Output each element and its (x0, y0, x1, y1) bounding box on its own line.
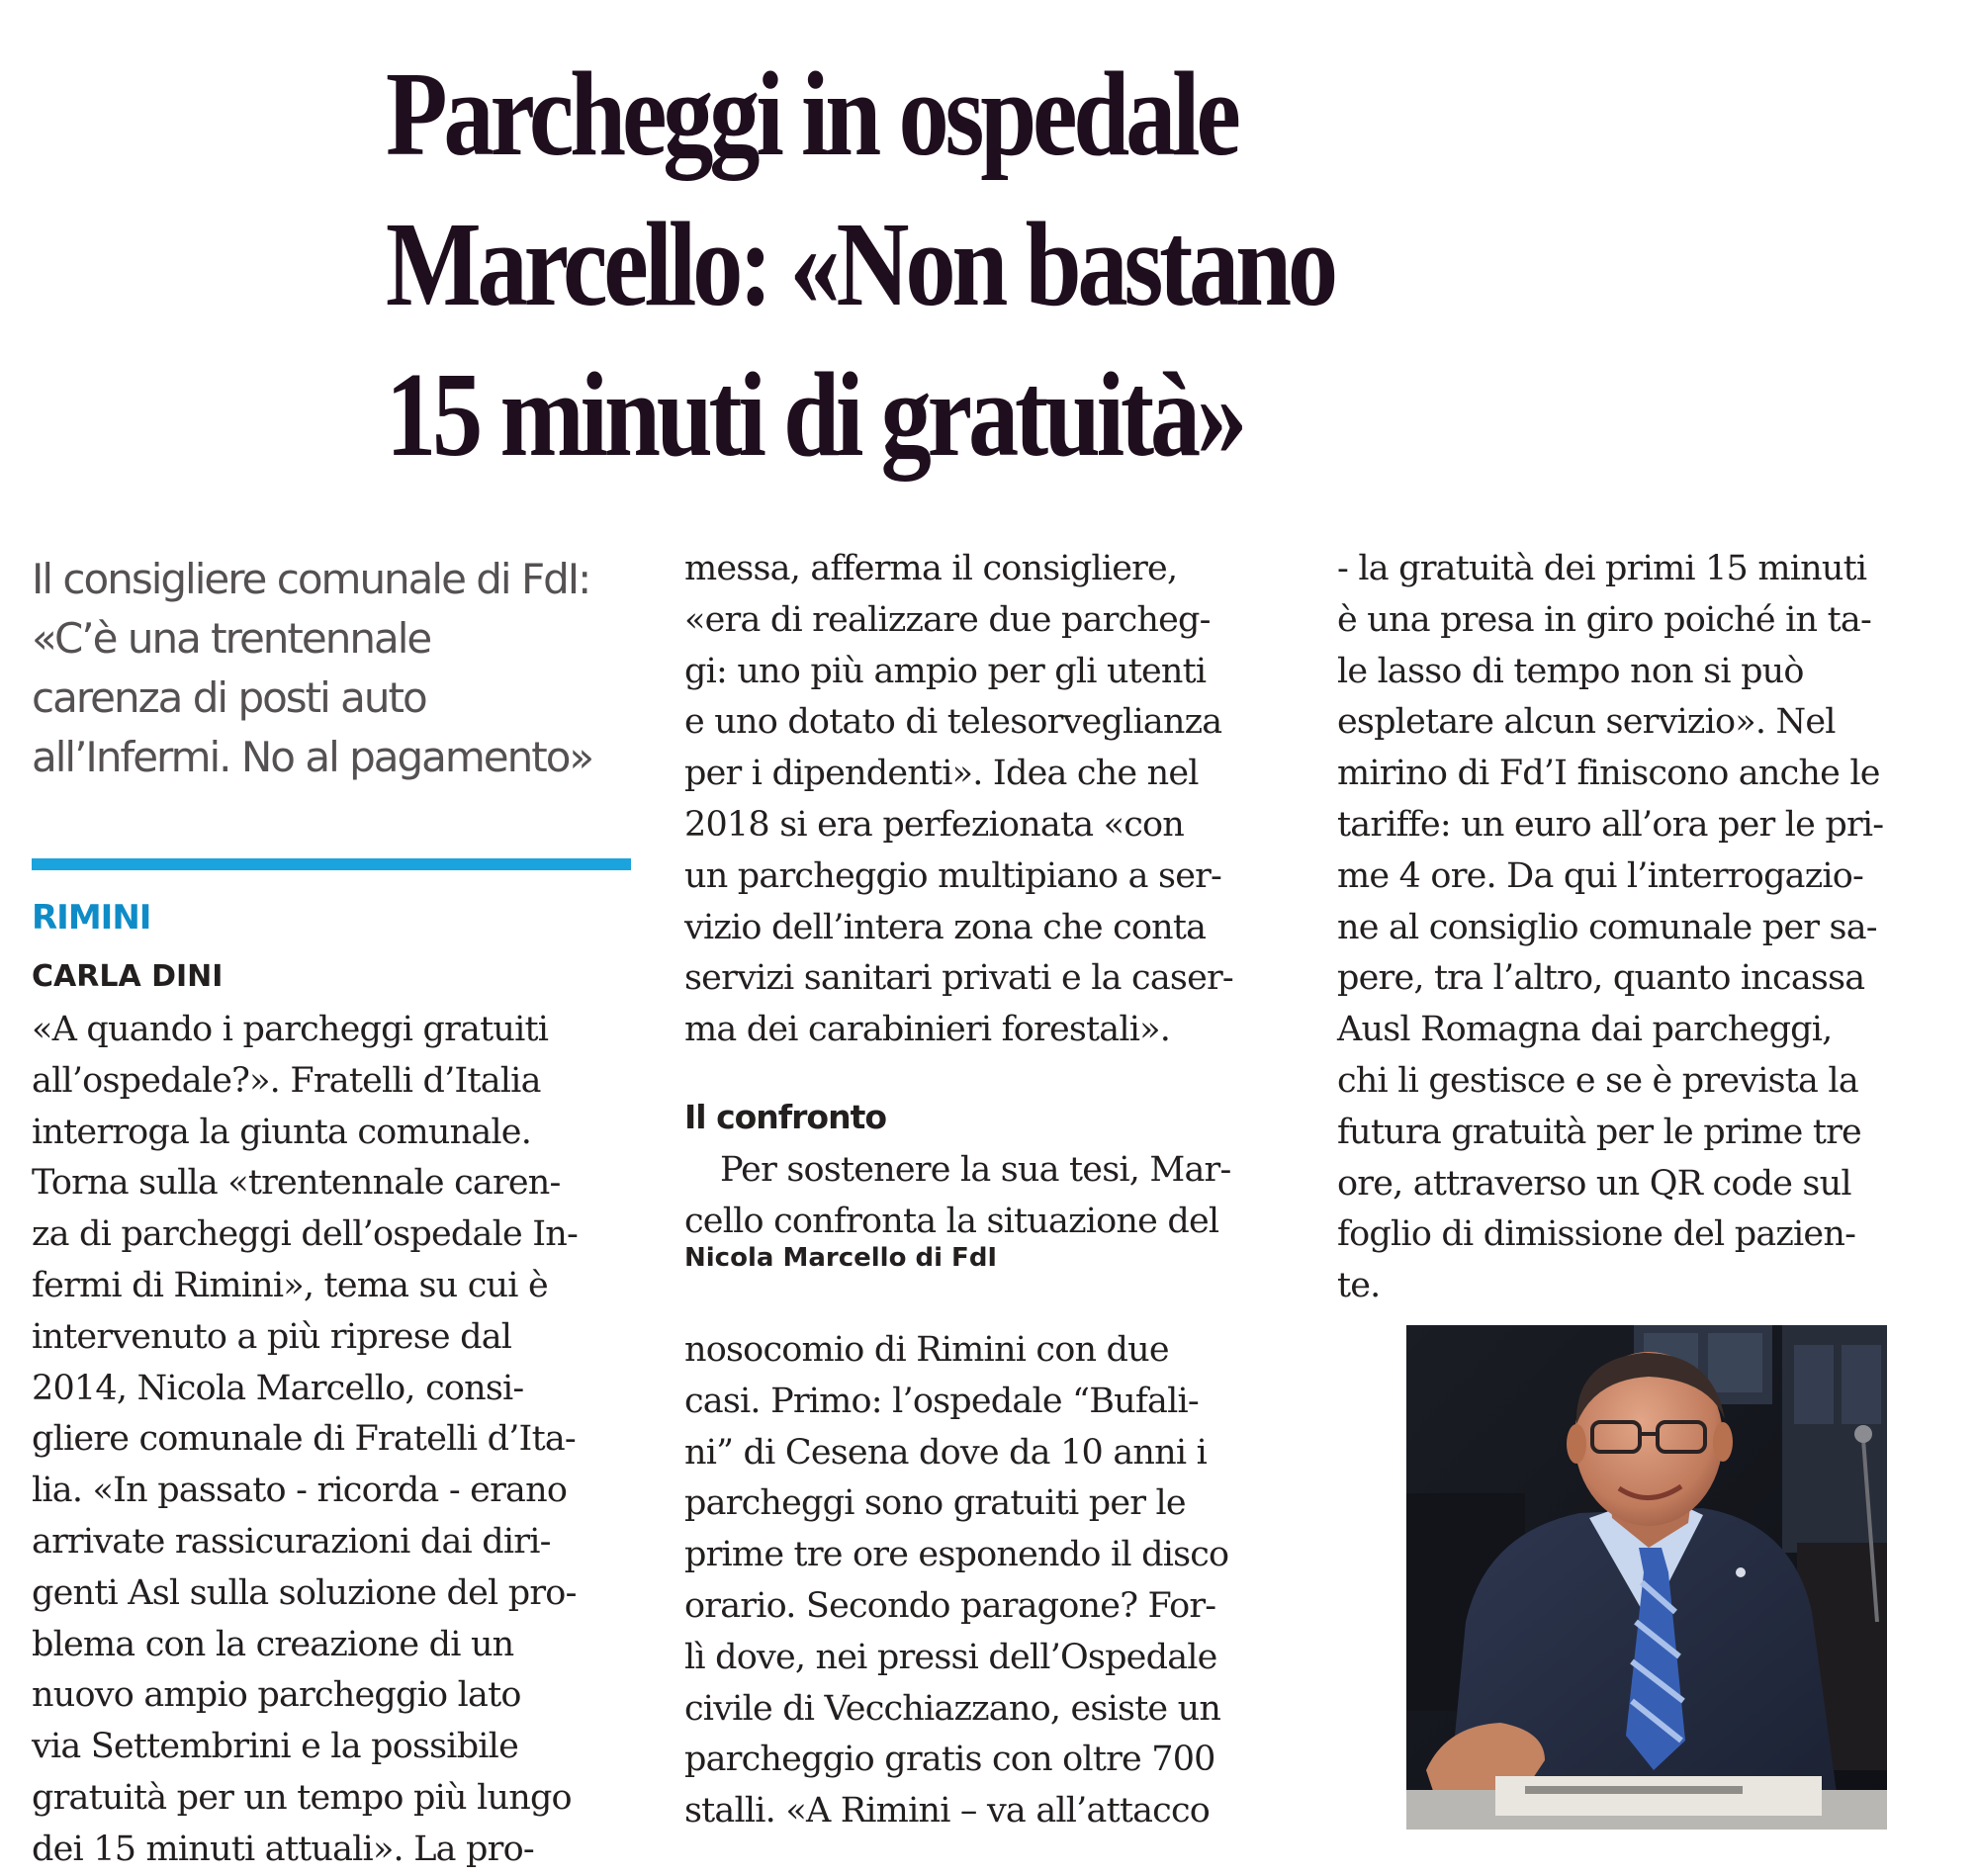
text-line: tariffe: un euro all’ora per le pri- (1337, 804, 1884, 845)
location-kicker: RIMINI (32, 898, 151, 938)
text-line: gratuità per un tempo più lungo (32, 1777, 572, 1818)
text-line: gliere comunale di Fratelli d’Ita- (32, 1419, 576, 1460)
text-line: lia. «In passato - ricorda - erano (32, 1471, 568, 1511)
text-line: ore, attraverso un QR code sul (1337, 1163, 1851, 1204)
text-line: 2018 si era perfezionata «con (684, 804, 1185, 845)
author-byline: CARLA DINI (32, 959, 224, 994)
text-line: za di parcheggi dell’ospedale In- (32, 1214, 579, 1255)
text-line: arrivate rassicurazioni dai diri- (32, 1521, 551, 1562)
text-line: casi. Primo: l’ospedale “Bufali- (684, 1381, 1199, 1421)
text-line: genti Asl sulla soluzione del pro- (32, 1572, 577, 1613)
text-line: - la gratuità dei primi 15 minuti (1337, 549, 1867, 588)
text-line: intervenuto a più riprese dal (32, 1316, 512, 1357)
text-line: via Settembrini e la possibile (32, 1727, 518, 1767)
text-line: 2014, Nicola Marcello, consi- (32, 1368, 524, 1408)
headline-line: Parcheggi in ospedale (386, 47, 1237, 181)
text-line: servizi sanitari privati e la caser- (684, 958, 1233, 999)
text-column-2-top (684, 544, 1233, 1056)
text-line: ni” di Cesena dove da 10 anni i (684, 1432, 1207, 1473)
text-line: e uno dotato di telesorveglianza (684, 702, 1222, 743)
article-headline (386, 40, 1715, 491)
section-subhead: Il confronto (684, 1098, 887, 1136)
text-line: ne al consiglio comunale per sa- (1337, 907, 1877, 947)
summary-line: Il consigliere comunale di FdI: (32, 555, 590, 603)
portrait-illustration (1406, 1325, 1887, 1830)
text-line: Ausl Romagna dai parcheggi, (1337, 1010, 1833, 1050)
text-column-2-bottom (684, 1325, 1228, 1837)
text-line: dei 15 minuti attuali». La pro- (32, 1829, 534, 1869)
text-line: pere, tra l’altro, quanto incassa (1337, 958, 1865, 999)
text-line: foglio di dimissione del pazien- (1337, 1214, 1856, 1255)
text-column-2-mid (684, 1145, 1230, 1248)
text-line: cello confronta la situazione del (684, 1201, 1219, 1241)
text-line: all’ospedale?». Fratelli d’Italia (32, 1060, 541, 1101)
text-line: futura gratuità per le prime tre (1337, 1112, 1861, 1152)
article-summary (32, 550, 645, 787)
text-line: è una presa in giro poiché in ta- (1337, 599, 1871, 640)
text-line: orario. Secondo paragone? For- (684, 1585, 1216, 1626)
text-line: te. (1337, 1266, 1381, 1306)
text-line: me 4 ore. Da qui l’interrogazio- (1337, 855, 1864, 896)
text-line: ma dei carabinieri forestali». (684, 1010, 1171, 1050)
photo-caption: Nicola Marcello di FdI (684, 1243, 998, 1273)
text-line: messa, afferma il consigliere, (684, 549, 1178, 588)
text-line: gi: uno più ampio per gli utenti (684, 651, 1207, 691)
portrait-photo (1406, 1325, 1887, 1830)
summary-line: carenza di posti auto (32, 673, 426, 722)
text-line: parcheggio gratis con oltre 700 (684, 1740, 1215, 1780)
text-line: lì dove, nei pressi dell’Ospedale (684, 1637, 1217, 1677)
text-line: «era di realizzare due parcheg- (684, 599, 1211, 640)
text-line: «A quando i parcheggi gratuiti (32, 1010, 549, 1049)
text-line: un parcheggio multipiano a ser- (684, 855, 1222, 896)
text-line: Per sostenere la sua tesi, Mar- (720, 1150, 1231, 1190)
text-line: blema con la creazione di un (32, 1624, 514, 1664)
text-line: mirino di Fd’I finiscono anche le (1337, 754, 1880, 794)
text-line: le lasso di tempo non si può (1337, 651, 1804, 691)
text-line: nuovo ampio parcheggio lato (32, 1675, 521, 1716)
headline-line: Marcello: «Non bastano (386, 198, 1334, 331)
text-line: chi li gestisce e se è prevista la (1337, 1060, 1858, 1101)
text-column-1 (32, 1005, 578, 1876)
text-line: parcheggi sono gratuiti per le (684, 1483, 1186, 1524)
text-line: fermi di Rimini», tema su cui è (32, 1265, 548, 1305)
summary-line: «C’è una trentennale (32, 614, 431, 663)
text-line: civile di Vecchiazzano, esiste un (684, 1688, 1221, 1729)
text-line: vizio dell’intera zona che conta (684, 907, 1207, 947)
text-line: prime tre ore esponendo il disco (684, 1535, 1229, 1575)
accent-divider (32, 858, 631, 870)
text-column-3 (1337, 544, 1883, 1312)
text-line: Torna sulla «trentennale caren- (32, 1163, 561, 1204)
text-line: nosocomio di Rimini con due (684, 1330, 1169, 1370)
summary-line: all’Infermi. No al pagamento» (32, 733, 593, 781)
text-line: per i dipendenti». Idea che nel (684, 754, 1199, 794)
text-line: interroga la giunta comunale. (32, 1112, 532, 1152)
headline-line: 15 minuti di gratuità» (386, 348, 1244, 482)
text-line: espletare alcun servizio». Nel (1337, 702, 1836, 743)
text-line: stalli. «A Rimini – va all’attacco (684, 1791, 1211, 1831)
